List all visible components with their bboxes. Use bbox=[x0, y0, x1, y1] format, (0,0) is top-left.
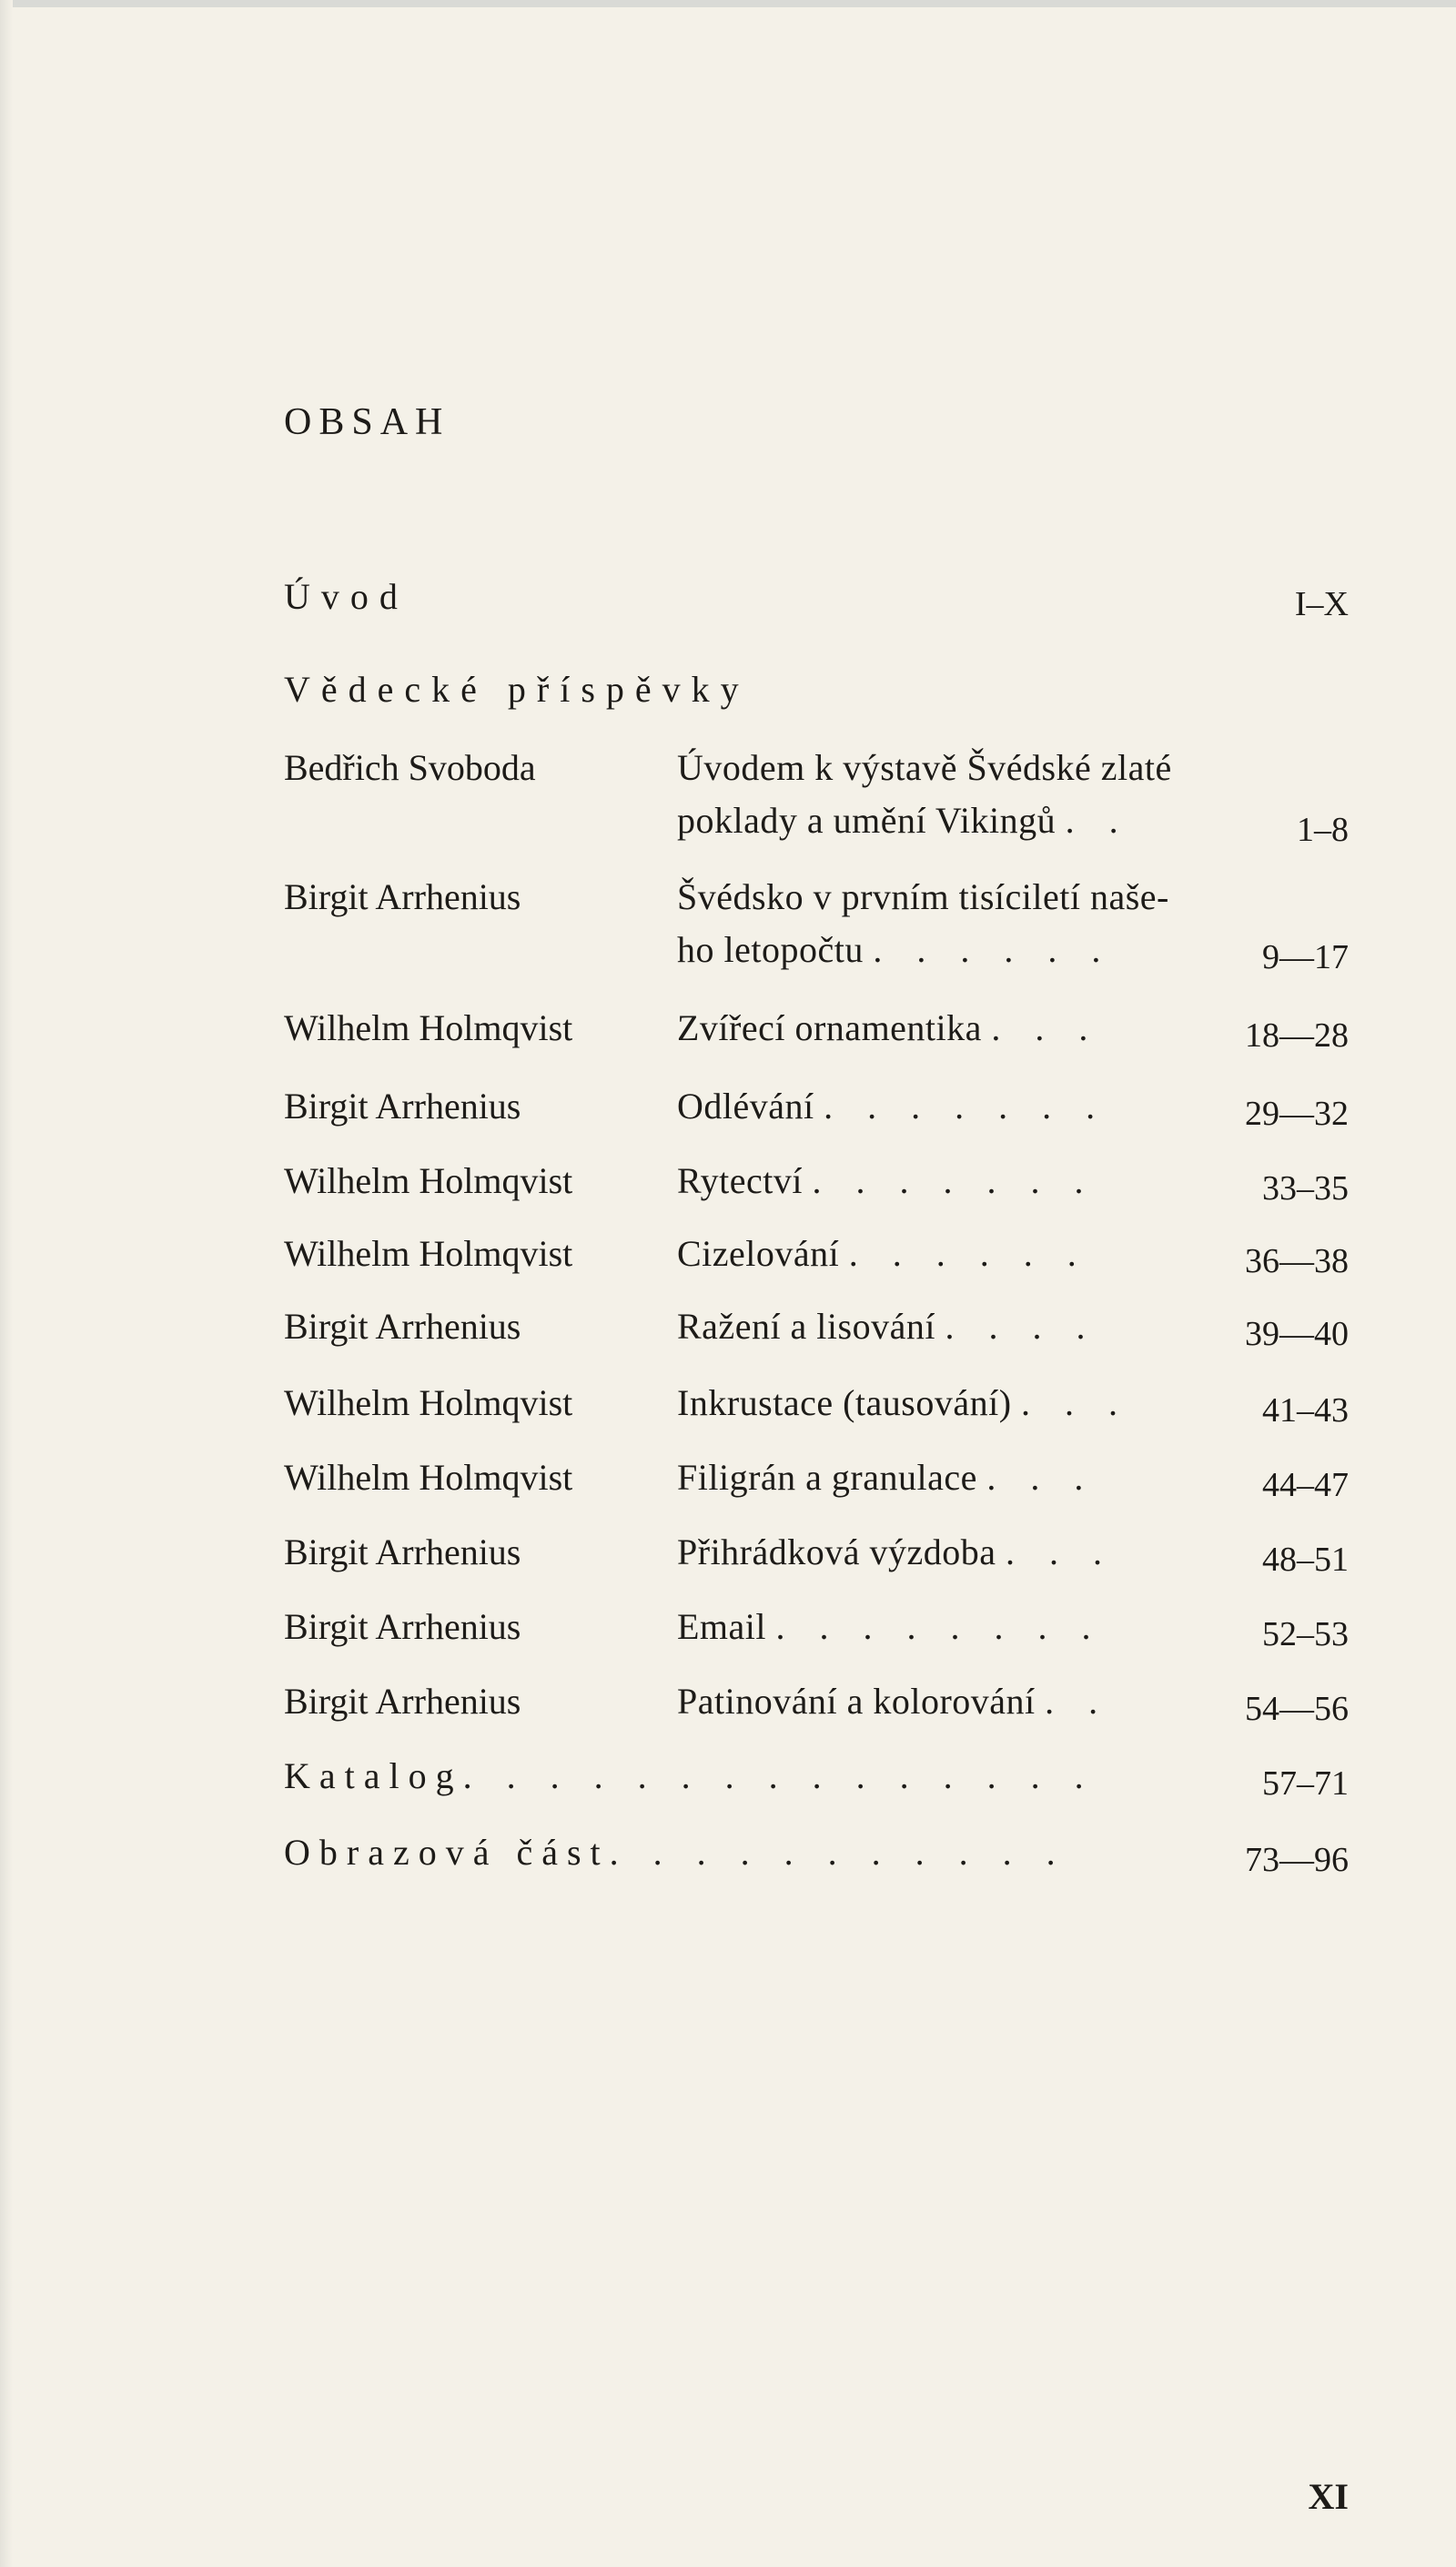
entry-pages: 48–51 bbox=[1262, 1541, 1349, 1579]
leader-dots: . . . bbox=[1006, 1531, 1116, 1572]
entry-title-line bbox=[677, 1156, 1096, 1207]
entry-author: Wilhelm Holmqvist bbox=[284, 1233, 573, 1274]
entry-author: Wilhelm Holmqvist bbox=[284, 1457, 573, 1498]
entry-pages: 44–47 bbox=[1262, 1466, 1349, 1504]
entry-title-text: Ražení a lisování bbox=[677, 1306, 935, 1347]
page-number: XI bbox=[1308, 2476, 1349, 2517]
entry-author: Wilhelm Holmqvist bbox=[284, 1382, 573, 1423]
entry-pages: 41–43 bbox=[1262, 1391, 1349, 1430]
entry-title-text: Filigrán a granulace bbox=[677, 1457, 977, 1498]
leader-dots: . . . . . . . . . . . bbox=[609, 1832, 1068, 1873]
entry-pages: 9—17 bbox=[1262, 938, 1349, 976]
entry-author: Birgit Arrhenius bbox=[284, 1086, 521, 1127]
entry-author: Wilhelm Holmqvist bbox=[284, 1007, 573, 1048]
entry-title-text: ho letopočtu bbox=[677, 929, 864, 970]
leader-dots: . . . bbox=[986, 1457, 1097, 1498]
contents-heading: OBSAH bbox=[284, 401, 450, 443]
entry-pages: 29—32 bbox=[1245, 1095, 1349, 1133]
images-label: Obrazová část bbox=[284, 1832, 610, 1873]
leader-dots: . . . . . . bbox=[873, 929, 1114, 970]
leader-dots: . . . . . . . bbox=[812, 1160, 1097, 1201]
leader-dots: . . bbox=[1045, 1681, 1111, 1722]
entry-title-line1: Švédsko v prvním tisíciletí naše- bbox=[677, 876, 1169, 917]
entry-author: Birgit Arrhenius bbox=[284, 1606, 521, 1647]
entry-title-text: Zvířecí ornamentika bbox=[677, 1007, 982, 1048]
entry-title-line bbox=[677, 1527, 1115, 1578]
entry-title-line bbox=[677, 1378, 1130, 1429]
entry-pages: 36—38 bbox=[1245, 1242, 1349, 1280]
page-edge-top bbox=[0, 0, 1456, 7]
entry-title-text: Odlévání bbox=[677, 1086, 814, 1127]
leader-dots: . . . bbox=[1021, 1382, 1131, 1423]
entry-title-line2 bbox=[677, 925, 1113, 975]
entry-author: Birgit Arrhenius bbox=[284, 1681, 521, 1722]
entry-title-line bbox=[677, 1301, 1097, 1352]
catalog-label: Katalog bbox=[284, 1755, 463, 1796]
entry-title-text: Cizelování bbox=[677, 1233, 840, 1274]
entry-title-text: poklady a umění Vikingů bbox=[677, 800, 1057, 841]
leader-dots: . . bbox=[1065, 800, 1131, 841]
leader-dots: . . . . . . bbox=[848, 1233, 1089, 1274]
entry-title-line bbox=[677, 1602, 1104, 1652]
entry-author: Wilhelm Holmqvist bbox=[284, 1160, 573, 1201]
entry-title-line bbox=[677, 1228, 1089, 1279]
entry-pages: 18—28 bbox=[1245, 1016, 1349, 1055]
entry-title-line1: Úvodem k výstavě Švédské zlaté bbox=[677, 747, 1172, 788]
entry-title-line bbox=[677, 1081, 1107, 1132]
entry-pages: 33–35 bbox=[1262, 1169, 1349, 1208]
page-edge-left bbox=[0, 0, 13, 2567]
entry-title-line bbox=[677, 1676, 1110, 1727]
leader-dots: . . . bbox=[991, 1007, 1101, 1048]
entry-title-line bbox=[677, 1452, 1096, 1503]
entry-pages: 39—40 bbox=[1245, 1315, 1349, 1353]
entry-pages: 54—56 bbox=[1245, 1690, 1349, 1728]
images-line bbox=[284, 1827, 1068, 1878]
images-pages: 73—96 bbox=[1245, 1841, 1349, 1879]
entry-pages: 52–53 bbox=[1262, 1615, 1349, 1653]
leader-dots: . . . . . . . . . . . . . . . bbox=[462, 1755, 1097, 1796]
entry-author: Birgit Arrhenius bbox=[284, 1531, 521, 1572]
entry-title-line2 bbox=[677, 795, 1131, 846]
intro-pages: I–X bbox=[1294, 585, 1349, 623]
catalog-line bbox=[284, 1751, 1097, 1802]
leader-dots: . . . . . . . . bbox=[775, 1606, 1104, 1647]
entry-title-text: Patinování a kolorování bbox=[677, 1681, 1036, 1722]
entry-author: Birgit Arrhenius bbox=[284, 876, 521, 917]
entry-pages: 1–8 bbox=[1297, 811, 1349, 849]
leader-dots: . . . . bbox=[945, 1306, 1098, 1347]
catalog-pages: 57–71 bbox=[1262, 1764, 1349, 1803]
entry-title-text: Rytectví bbox=[677, 1160, 803, 1201]
entry-title-text: Inkrustace (tausování) bbox=[677, 1382, 1012, 1423]
entry-title-line bbox=[677, 1003, 1100, 1054]
entry-title-text: Přihrádková výzdoba bbox=[677, 1531, 996, 1572]
entry-author: Birgit Arrhenius bbox=[284, 1306, 521, 1347]
entry-title-text: Email bbox=[677, 1606, 767, 1647]
leader-dots: . . . . . . . bbox=[824, 1086, 1108, 1127]
section-scholarly: Vědecké příspěvky bbox=[284, 669, 750, 710]
entry-author: Bedřich Svoboda bbox=[284, 747, 536, 788]
intro-label: Úvod bbox=[284, 576, 409, 617]
